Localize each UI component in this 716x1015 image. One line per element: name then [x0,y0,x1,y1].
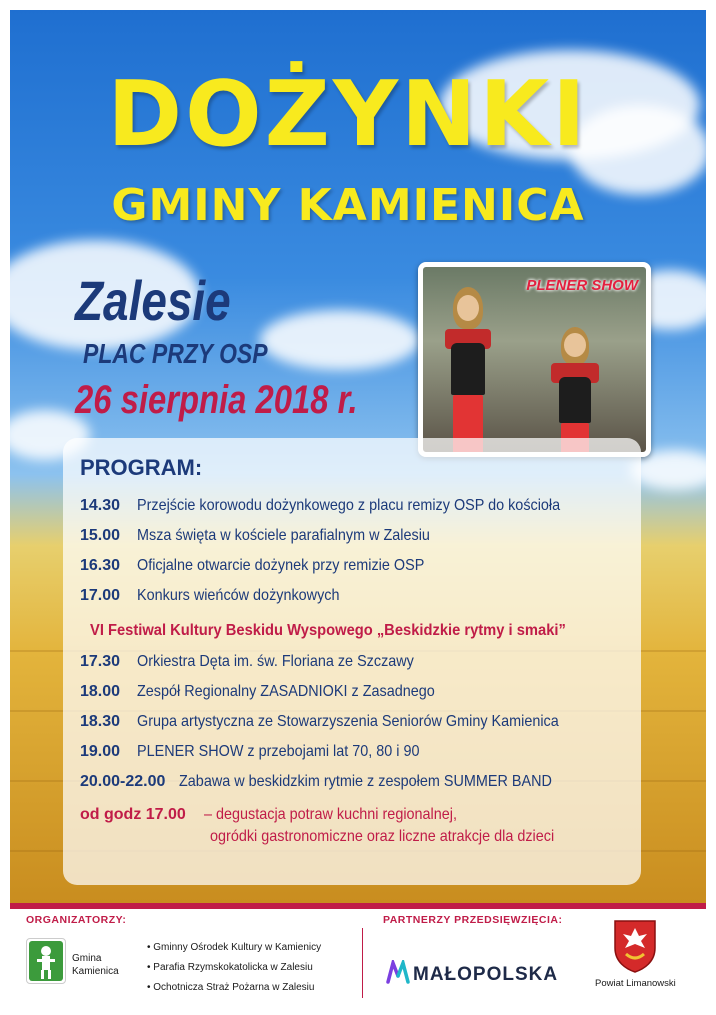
program-time: 19.00 [80,743,121,760]
program-time: 18.30 [80,713,121,730]
band-photo [418,262,651,457]
program-time: 17.00 [80,587,121,604]
gmina-crest-icon [27,939,65,983]
program-time: 14.30 [80,497,121,514]
poster-title: DOŻYNKI [107,62,589,167]
photo-label: PLENER SHOW [526,277,638,294]
program-item [80,773,594,791]
program-item [80,743,451,761]
program-item [80,683,468,701]
program-time: 20.00-22.00 [80,773,166,790]
powiat-name: Powiat Limanowski [595,978,676,989]
gmina-kamienica-logo [26,938,66,984]
event-place-detail: PLAC PRZY OSP [83,338,268,369]
gmina-name-line1: Gmina [72,953,102,964]
partners-label: PARTNERZY PRZEDSIĘWZIĘCIA: [383,914,563,926]
program-time: 15.00 [80,527,121,544]
program-extra [80,806,486,824]
malopolska-logo-icon [386,960,410,984]
program-time: 16.30 [80,557,121,574]
program-extra-time: od godz 17.00 [80,806,186,823]
program-desc: Msza święta w kościele parafialnym w Zalesiu [137,527,431,544]
program-item [80,557,457,575]
program-item [80,587,362,605]
program-extra-line2: ogródki gastronomiczne oraz liczne atrakcje dla dzieci [210,828,555,845]
organizers-label: ORGANIZATORZY: [26,914,127,926]
event-date: 26 sierpnia 2018 r. [75,378,358,422]
program-desc: Przejście korowodu dożynkowego z placu remizy OSP do kościoła [137,497,561,514]
footer-divider [362,928,363,998]
organizer-item: • Gminny Ośrodek Kultury w Kamienicy [147,942,322,953]
program-desc: Zespół Regionalny ZASADNIOKI z Zasadnego [137,683,436,700]
program-time: 17.30 [80,653,121,670]
powiat-crest-icon [612,918,658,974]
malopolska-logo-text: MAŁOPOLSKA [413,964,559,985]
event-place: Zalesie [75,269,231,332]
program-desc: Orkiestra Dęta im. św. Floriana ze Szczawy [137,653,415,670]
program-extra-line1: – degustacja potraw kuchni regionalnej, [204,806,458,823]
program-desc: Konkurs wieńców dożynkowych [137,587,340,604]
festival-title: VI Festiwal Kultury Beskidu Wyspowego „Beskidzkie rytmy i smaki” [90,622,566,639]
organizer-item: • Parafia Rzymskokatolicka w Zalesiu [147,962,313,973]
footer-divider-bar [10,903,706,909]
program-item [80,653,445,671]
organizer-item: • Ochotnicza Straż Pożarna w Zalesiu [147,982,315,993]
program-item [80,497,608,515]
gmina-name-line2: Kamienica [72,966,119,977]
program-heading: PROGRAM: [80,455,203,480]
program-time: 18.00 [80,683,121,700]
program-desc: Oficjalne otwarcie dożynek przy remizie OSP [137,557,425,574]
program-desc: Grupa artystyczna ze Stowarzyszenia Seniorów Gminy Kamienica [137,713,560,730]
poster-subtitle: GMINY KAMIENICA [111,180,585,231]
program-item [80,713,606,731]
program-desc: Zabawa w beskidzkim rytmie z zespołem SUMMER BAND [179,773,553,790]
program-extra-continued [210,828,592,846]
cloud [260,310,420,370]
program-item [80,527,463,545]
program-desc: PLENER SHOW z przebojami lat 70, 80 i 90 [137,743,420,760]
